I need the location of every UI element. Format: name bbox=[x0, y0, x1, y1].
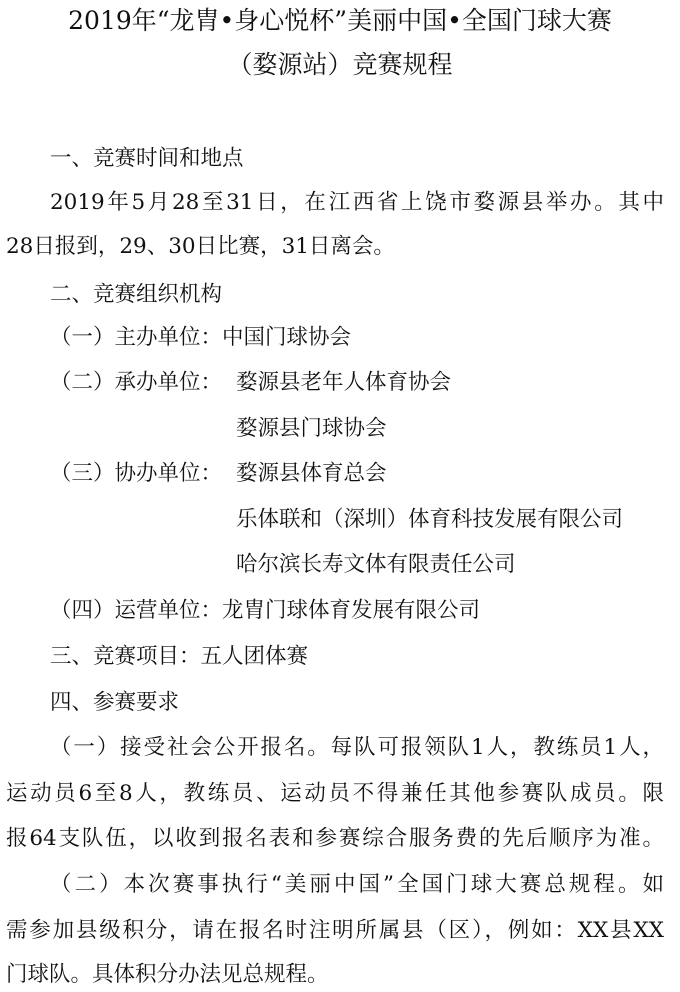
paragraph-line: 需参加县级积分，请在报名时注明所属县（区），例如：XX县XX bbox=[6, 918, 664, 943]
paragraph-line: 28日报到，29、30日比赛，31日离会。 bbox=[6, 234, 395, 259]
section-heading: 一、竞赛时间和地点 bbox=[50, 146, 244, 171]
operator-unit: （四）运营单位：龙胄门球体育发展有限公司 bbox=[50, 598, 481, 623]
paragraph-line: 门球队。具体积分办法见总规程。 bbox=[6, 962, 329, 987]
section-heading: 三、竞赛项目：五人团体赛 bbox=[50, 644, 309, 669]
co-organizer-name: 哈尔滨长寿文体有限责任公司 bbox=[236, 552, 516, 577]
paragraph-line: 运动员6至8人，教练员、运动员不得兼任其他参赛队成员。限 bbox=[6, 781, 664, 806]
organizer-label: （二）承办单位： bbox=[50, 370, 223, 395]
document-title-line-2: （婺源站）竞赛规程 bbox=[227, 50, 453, 79]
paragraph-line: 报64支队伍，以收到报名表和参赛综合服务费的先后顺序为准。 bbox=[6, 826, 664, 851]
co-organizer-label: （三）协办单位： bbox=[50, 461, 223, 486]
document-title-line-1: 2019年“龙胄•身心悦杯”美丽中国•全国门球大赛 bbox=[68, 6, 612, 35]
host-unit: （一）主办单位：中国门球协会 bbox=[50, 325, 352, 350]
organizer-name: 婺源县门球协会 bbox=[236, 416, 387, 441]
section-heading: 二、竞赛组织机构 bbox=[50, 282, 223, 307]
paragraph-line: （二）本次赛事执行“美丽中国”全国门球大赛总规程。如 bbox=[50, 872, 664, 897]
paragraph-line: 2019年5月28至31日，在江西省上饶市婺源县举办。其中 bbox=[50, 190, 664, 215]
section-heading: 四、参赛要求 bbox=[50, 690, 180, 715]
organizer-name: 婺源县老年人体育协会 bbox=[236, 370, 452, 395]
co-organizer-name: 乐体联和（深圳）体育科技发展有限公司 bbox=[236, 507, 624, 532]
co-organizer-name: 婺源县体育总会 bbox=[236, 461, 387, 486]
paragraph-line: （一）接受社会公开报名。每队可报领队1人，教练员1人， bbox=[50, 735, 664, 760]
